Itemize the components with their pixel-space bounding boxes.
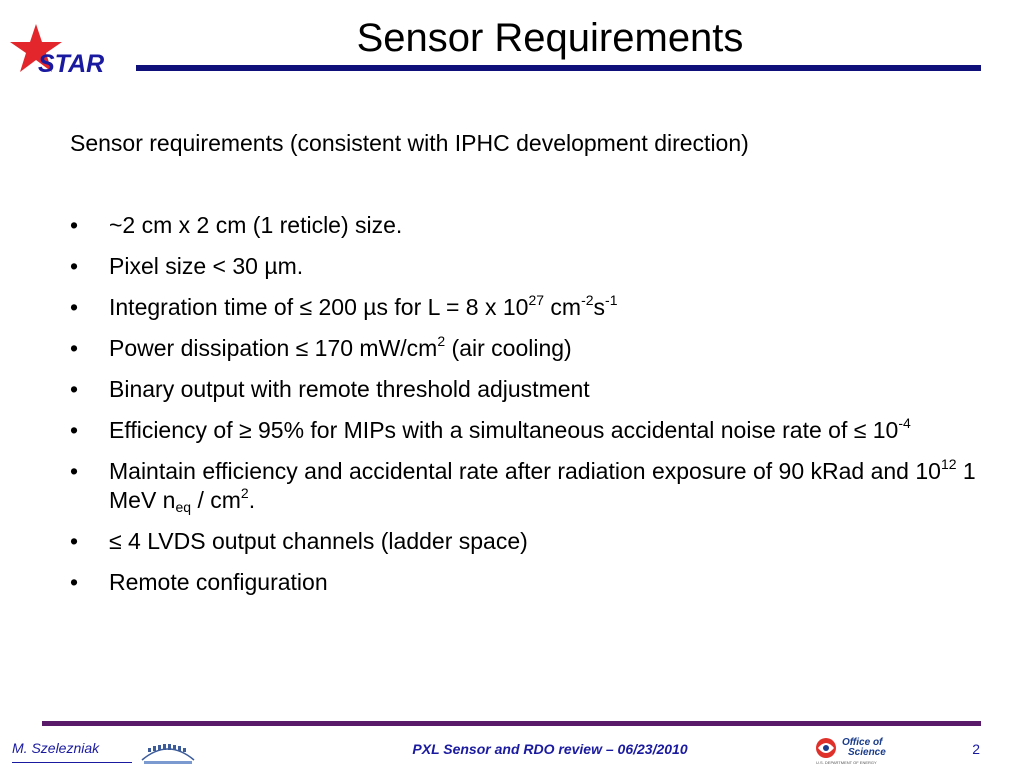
requirement-item <box>70 416 980 445</box>
requirement-item <box>70 252 980 281</box>
slide-title: Sensor Requirements <box>356 16 744 60</box>
requirement-item <box>70 211 980 240</box>
requirement-item <box>70 293 980 322</box>
requirement-text: 12 <box>940 456 957 472</box>
requirement-text: Maintain efficiency and accidental rate after radiation exposure of 90 kRad and 10 <box>109 458 941 484</box>
requirements-list <box>70 211 980 609</box>
requirement-item <box>70 457 980 515</box>
requirement-text: ~2 cm x 2 cm (1 reticle) size. <box>109 212 403 238</box>
bullet-marker: • <box>70 458 79 484</box>
bullet-marker: • <box>70 212 79 238</box>
footer-author: M. Szelezniak <box>12 740 100 756</box>
requirement-text: Integration time of ≤ 200 µs for L = 8 x 10 <box>109 294 529 320</box>
requirement-text: 2 <box>240 485 249 501</box>
intro-text: Sensor requirements (consistent with IPHC development direction) <box>70 130 749 156</box>
berkeley-lab-logo-icon <box>140 734 196 766</box>
doe-logo-line3: U.S. DEPARTMENT OF ENERGY <box>816 760 877 765</box>
requirement-text: Remote configuration <box>109 569 328 595</box>
requirement-item <box>70 375 980 404</box>
requirement-text: ≤ 4 LVDS output channels (ladder space) <box>109 528 528 554</box>
doe-logo-line2: Science <box>848 747 886 758</box>
requirement-text: / cm <box>191 487 241 513</box>
requirement-text: 2 <box>437 333 446 349</box>
star-logo-text: STAR <box>38 50 105 78</box>
bullet-marker: • <box>70 376 79 402</box>
requirement-text: Pixel size < 30 µm. <box>109 253 304 279</box>
requirement-text: -1 <box>605 292 618 308</box>
requirement-text: s <box>593 294 606 320</box>
footer-rule <box>42 721 981 726</box>
footer-title: PXL Sensor and RDO review – 06/23/2010 <box>412 741 688 757</box>
bullet-marker: • <box>70 528 79 554</box>
requirement-text: 27 <box>528 292 545 308</box>
bullet-marker: • <box>70 294 79 320</box>
requirement-text: Efficiency of ≥ 95% for MIPs with a simultaneous accidental noise rate of ≤ 10 <box>109 417 899 443</box>
bullet-marker: • <box>70 417 79 443</box>
requirement-text: Power dissipation ≤ 170 mW/cm <box>109 335 438 361</box>
page-number: 2 <box>972 741 980 757</box>
title-rule <box>136 65 981 71</box>
requirement-text: Binary output with remote threshold adjustment <box>109 376 590 402</box>
requirement-text: -4 <box>898 415 911 431</box>
requirement-text: -2 <box>581 292 594 308</box>
doe-logo-line1: Office of <box>842 737 883 748</box>
requirement-text: cm <box>544 294 582 320</box>
bullet-marker: • <box>70 253 79 279</box>
requirement-item <box>70 527 980 556</box>
requirement-item <box>70 568 980 597</box>
requirement-text: (air cooling) <box>445 335 572 361</box>
footer-author-underline <box>12 762 132 763</box>
bullet-marker: • <box>70 569 79 595</box>
office-of-science-logo-icon <box>812 734 912 766</box>
requirement-text: . <box>248 487 256 513</box>
requirement-item <box>70 334 980 363</box>
requirement-text: eq <box>175 499 192 515</box>
bullet-marker: • <box>70 335 79 361</box>
requirement-text: 1 MeV n <box>109 458 976 513</box>
